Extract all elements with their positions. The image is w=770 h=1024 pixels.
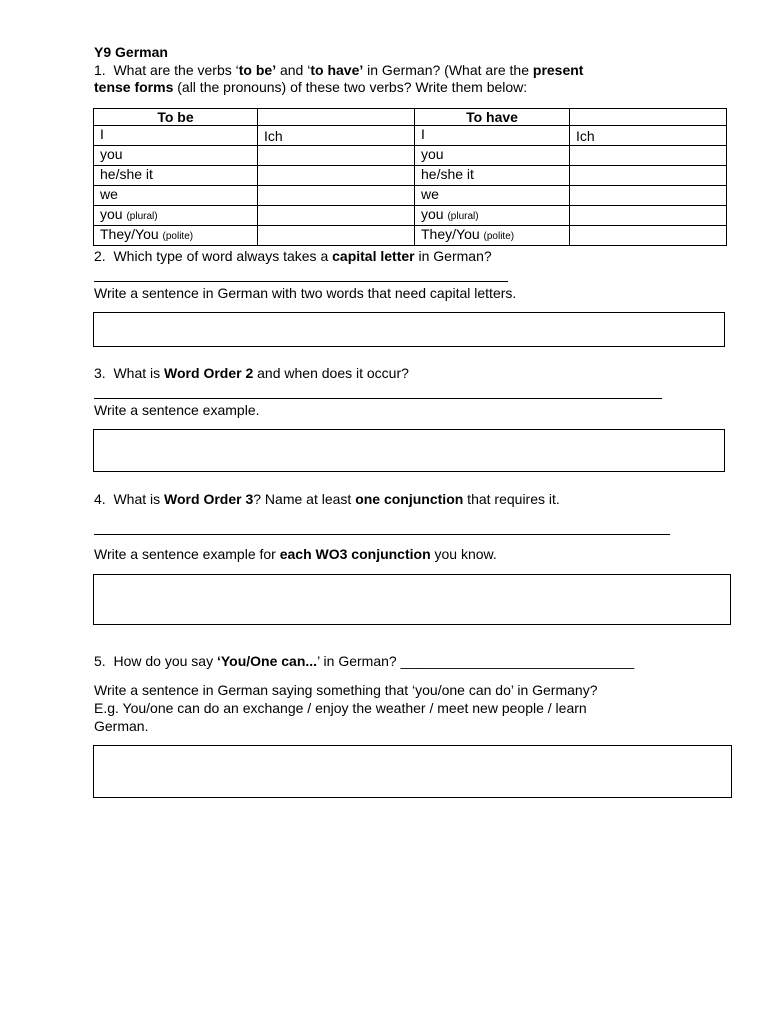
table-row [94, 166, 727, 186]
to-have-answer-cell[interactable] [570, 206, 727, 226]
to-have-answer-cell[interactable]: Ich [570, 126, 727, 146]
to-be-answer-cell[interactable] [258, 226, 415, 246]
question-1-line-1: 1. What are the verbs ‘to be’ and ‘to have’ in German? (What are the present [94, 62, 584, 78]
verb-table [93, 108, 727, 246]
question-3-instruction: Write a sentence example. [94, 402, 260, 418]
question-2-instruction: Write a sentence in German with two words that need capital letters. [94, 285, 517, 301]
question-3: 3. What is Word Order 2 and when does it occur? [94, 365, 409, 381]
question-3-answer-line[interactable] [94, 398, 662, 399]
pronoun-cell: They/You (polite) [94, 226, 258, 246]
question-4: 4. What is Word Order 3? Name at least one conjunction that requires it. [94, 491, 560, 507]
pronoun-cell: you (plural) [415, 206, 570, 226]
table-row [94, 146, 727, 166]
to-have-answer-cell[interactable] [570, 166, 727, 186]
question-4-answer-line[interactable] [94, 534, 670, 535]
pronoun-cell: I [415, 126, 570, 146]
pronoun-cell: you [94, 146, 258, 166]
question-5: 5. How do you say ‘You/One can...’ in German? ______________________________ [94, 653, 635, 669]
to-be-answer-cell[interactable] [258, 146, 415, 166]
to-be-answer-cell[interactable] [258, 186, 415, 206]
pronoun-cell: I [94, 126, 258, 146]
question-5-answer-box[interactable] [93, 745, 732, 798]
pronoun-cell: we [415, 186, 570, 206]
to-have-answer-cell[interactable] [570, 146, 727, 166]
header-blank [258, 109, 415, 126]
question-2: 2. Which type of word always takes a capital letter in German? [94, 248, 492, 264]
table-row [94, 126, 727, 146]
to-have-answer-cell[interactable] [570, 186, 727, 206]
header-to-have: To have [415, 109, 570, 126]
pronoun-cell: we [94, 186, 258, 206]
question-4-instruction: Write a sentence example for each WO3 conjunction you know. [94, 546, 497, 562]
question-5-instruction-line-1: Write a sentence in German saying something that ‘you/one can do’ in Germany? [94, 682, 598, 698]
to-be-answer-cell[interactable]: Ich [258, 126, 415, 146]
table-row [94, 226, 727, 246]
to-be-answer-cell[interactable] [258, 166, 415, 186]
question-2-answer-box[interactable] [93, 312, 725, 347]
question-5-instruction-line-2: E.g. You/one can do an exchange / enjoy the weather / meet new people / learn [94, 700, 587, 716]
pronoun-cell: he/she it [94, 166, 258, 186]
to-have-answer-cell[interactable] [570, 226, 727, 246]
question-1-line-2: tense forms (all the pronouns) of these two verbs? Write them below: [94, 79, 528, 95]
question-4-answer-box[interactable] [93, 574, 731, 625]
question-3-answer-box[interactable] [93, 429, 725, 472]
question-1-number: 1. [94, 62, 106, 78]
question-2-answer-line[interactable] [94, 281, 508, 282]
table-row [94, 186, 727, 206]
header-to-be: To be [94, 109, 258, 126]
question-5-instruction-line-3: German. [94, 718, 149, 734]
table-header-row [94, 109, 727, 126]
to-be-answer-cell[interactable] [258, 206, 415, 226]
worksheet-title: Y9 German [94, 44, 168, 60]
pronoun-cell: you [415, 146, 570, 166]
table-row [94, 206, 727, 226]
header-blank [570, 109, 727, 126]
pronoun-cell: you (plural) [94, 206, 258, 226]
pronoun-cell: he/she it [415, 166, 570, 186]
pronoun-cell: They/You (polite) [415, 226, 570, 246]
